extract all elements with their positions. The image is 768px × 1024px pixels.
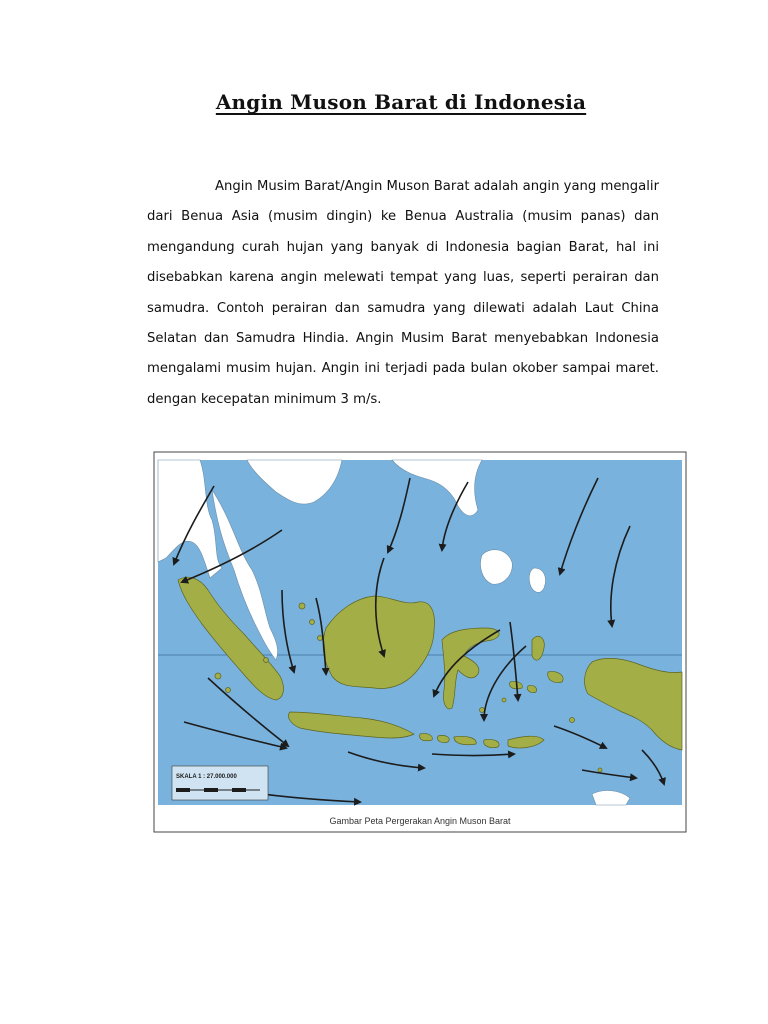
page-title: Angin Muson Barat di Indonesia <box>215 90 587 114</box>
scale-legend <box>172 766 268 800</box>
figure-caption: Gambar Peta Pergerakan Angin Muson Barat <box>329 816 511 826</box>
wind-map-figure <box>152 450 688 834</box>
scale-label: SKALA 1 : 27.000.000 <box>176 774 237 780</box>
body-paragraph: Angin Musim Barat/Angin Muson Barat adalah angin yang mengalir dari Benua Asia (musim dingin) ke Benua Australia (musim panas) dan mengandung curah hujan yang banyak di Indonesia bagian Barat, hal ini disebabkan karena angin melewati tempat yang luas, seperti perairan dan samudra. Contoh perairan dan samudra yang dilewati adalah Laut China Selatan dan Samudra Hindia. Angin Musim Barat menyebabkan Indonesia mengalami musim hujan. Angin ini terjadi pada bulan okober sampai maret. dengan kecepatan minimum 3 m/s. <box>147 179 659 407</box>
